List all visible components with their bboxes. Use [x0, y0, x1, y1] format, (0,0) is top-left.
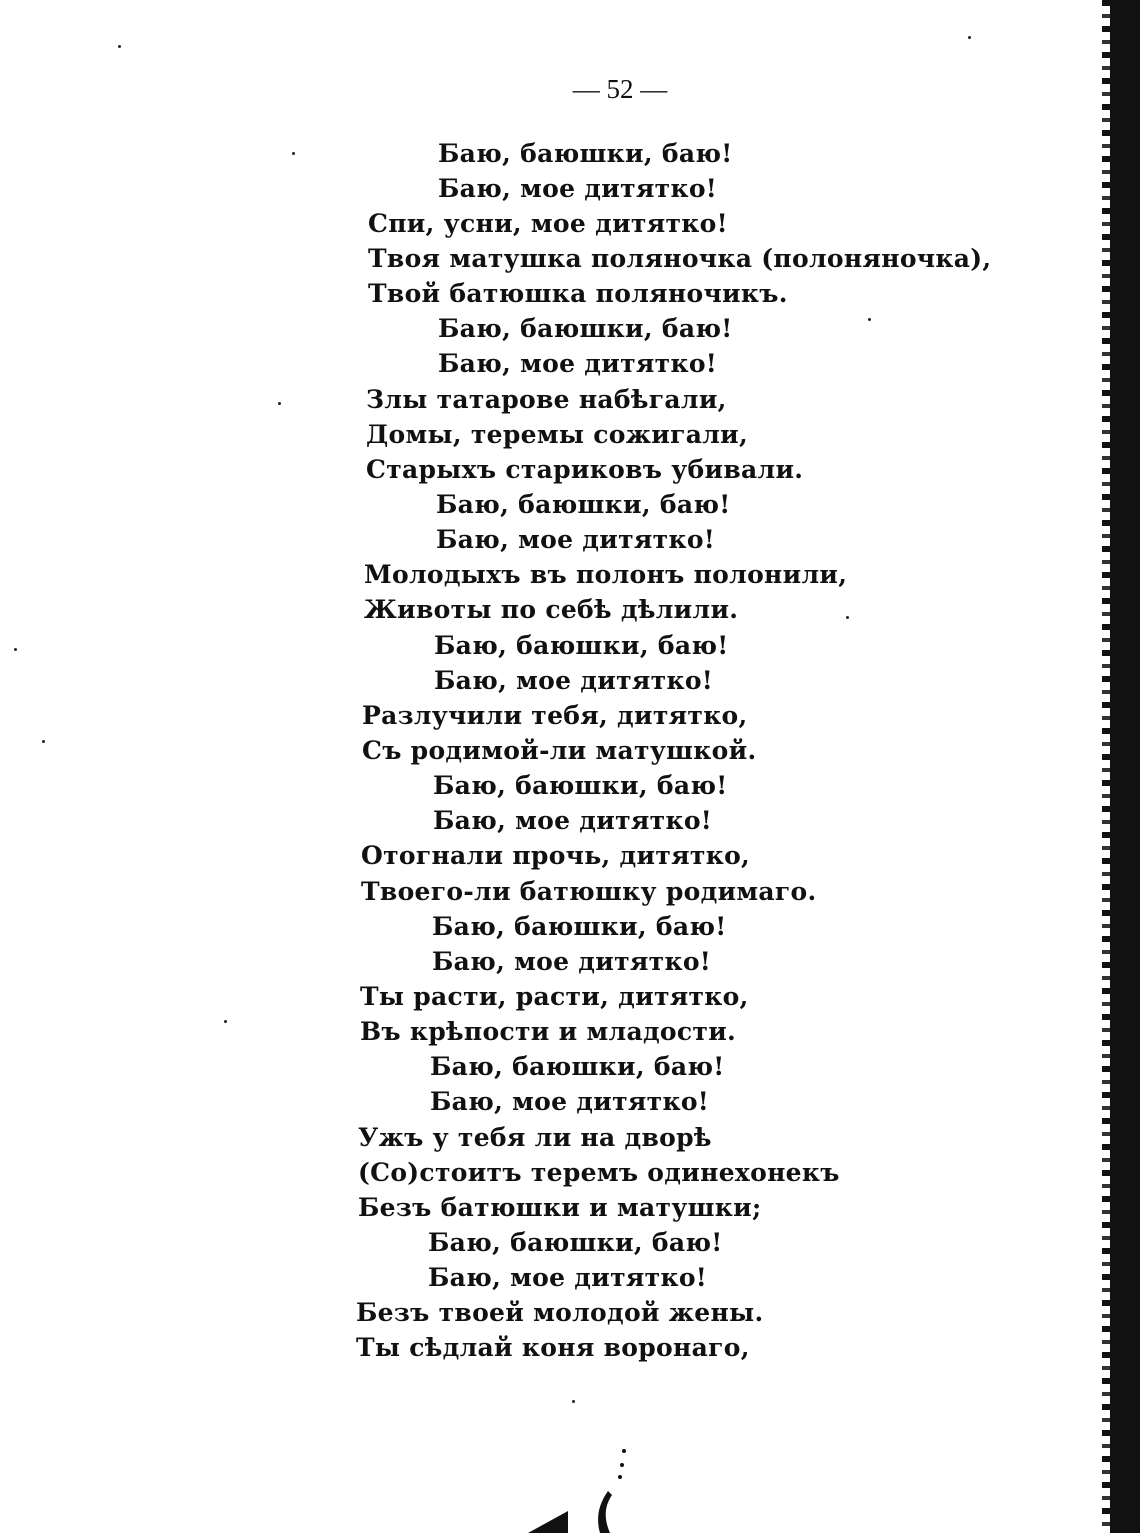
- poem-line: Баю, мое дитятко!: [428, 1263, 708, 1292]
- scan-speck: [118, 45, 121, 48]
- poem-line: Баю, баюшки, баю!: [438, 139, 733, 168]
- scan-speck: [868, 318, 871, 321]
- poem-line: Баю, баюшки, баю!: [438, 314, 733, 343]
- scan-speck: [846, 616, 849, 619]
- poem-line: Баю, баюшки, баю!: [433, 771, 728, 800]
- poem-line: Баю, мое дитятко!: [436, 525, 716, 554]
- poem-line: Баю, баюшки, баю!: [434, 631, 729, 660]
- poem-line: Спи, усни, мое дитятко!: [368, 209, 728, 238]
- scan-edge: [1110, 0, 1140, 1533]
- poem-line: Разлучили тебя, дитятко,: [362, 701, 748, 730]
- poem-line: Отогнали прочь, дитятко,: [361, 841, 751, 870]
- poem-line: Баю, мое дитятко!: [438, 349, 718, 378]
- page-number: — 52 —: [572, 74, 668, 104]
- poem-line: Баю, мое дитятко!: [438, 174, 718, 203]
- poem-line: Баю, баюшки, баю!: [428, 1228, 723, 1257]
- poem-line: (Со)стоитъ теремъ одинехонекъ: [358, 1158, 840, 1187]
- poem-line: Твой батюшка поляночикъ.: [368, 279, 788, 308]
- poem-line: Въ крѣпости и младости.: [360, 1017, 737, 1046]
- poem-body: [0, 136, 1140, 1376]
- poem-line: Безъ твоей молодой жены.: [356, 1298, 764, 1327]
- poem-line: Твоя матушка поляночка (полоняночка),: [368, 244, 992, 273]
- scan-speck: [278, 402, 281, 405]
- poem-line: Баю, баюшки, баю!: [432, 912, 727, 941]
- poem-line: Съ родимой-ли матушкой.: [362, 736, 757, 765]
- poem-line: Ты сѣдлай коня воронаго,: [356, 1333, 750, 1362]
- poem-line: Животы по себѣ дѣлили.: [364, 595, 739, 624]
- poem-line: Безъ батюшки и матушки;: [358, 1193, 762, 1222]
- scan-speck: [292, 152, 295, 155]
- scan-speck: [572, 1400, 575, 1403]
- poem-line: Баю, мое дитятко!: [433, 806, 713, 835]
- poem-line: Домы, теремы сожигали,: [366, 420, 749, 449]
- poem-line: Молодыхъ въ полонъ полонили,: [364, 560, 848, 589]
- poem-line: Ты расти, расти, дитятко,: [360, 982, 749, 1011]
- scan-speck: [968, 36, 971, 39]
- poem-line: Баю, баюшки, баю!: [430, 1052, 725, 1081]
- poem-line: Злы татарове набѣгали,: [366, 385, 727, 414]
- scan-speck: [224, 1020, 227, 1023]
- poem-line: Баю, мое дитятко!: [432, 947, 712, 976]
- scan-speck: [14, 648, 17, 651]
- bottom-ink-marks: [528, 1423, 648, 1533]
- scan-speck: [42, 740, 45, 743]
- poem-line: Баю, мое дитятко!: [430, 1087, 710, 1116]
- poem-line: Баю, баюшки, баю!: [436, 490, 731, 519]
- poem-line: Твоего-ли батюшку родимаго.: [361, 877, 817, 906]
- poem-line: Старыхъ стариковъ убивали.: [366, 455, 804, 484]
- poem-line: Баю, мое дитятко!: [434, 666, 714, 695]
- scan-edge-strip: [1102, 0, 1110, 1533]
- poem-line: Ужъ у тебя ли на дворѣ: [358, 1123, 712, 1152]
